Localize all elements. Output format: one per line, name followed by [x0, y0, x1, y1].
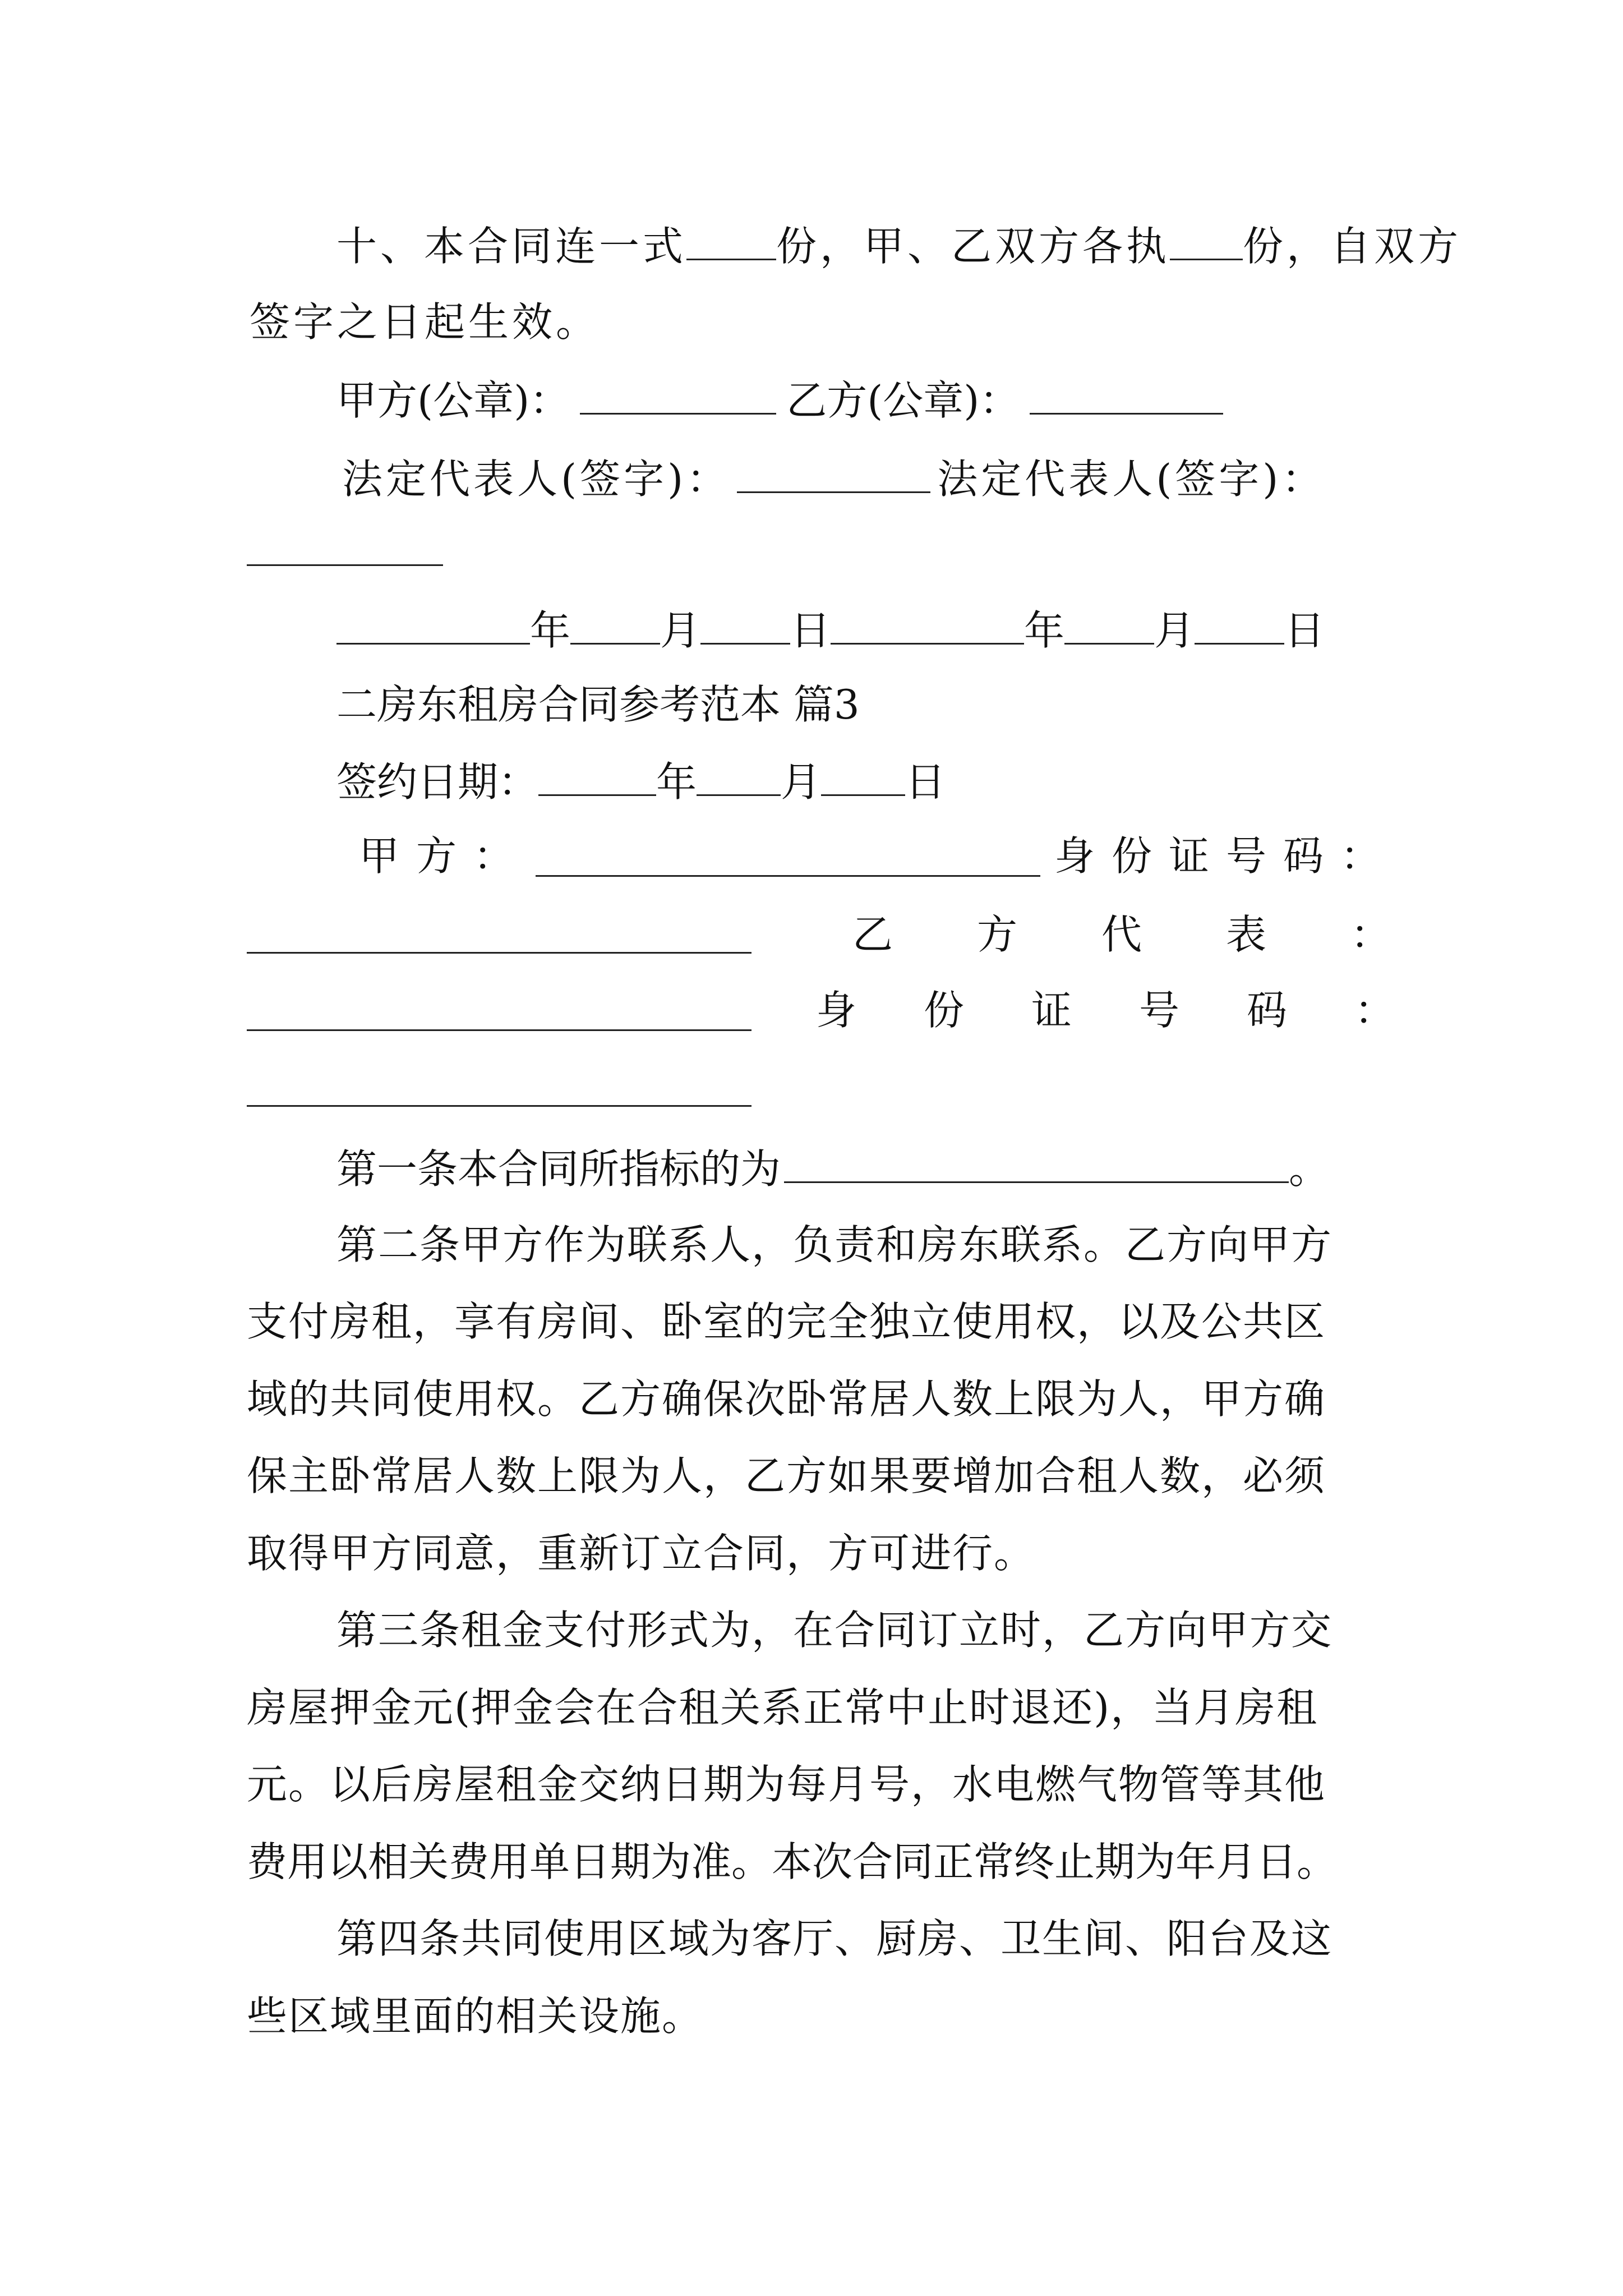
article-1-text: 第一条本合同所指标的为 — [336, 1145, 781, 1193]
article-1-end: 。 — [1289, 1145, 1330, 1193]
sign-day-label: 日 — [905, 758, 946, 806]
article-1-blank[interactable] — [784, 1147, 1289, 1183]
party-a-seal-label: 甲方(公章)： — [336, 377, 570, 425]
month-a-blank[interactable] — [570, 609, 660, 645]
sec10-text-b: 份，甲、乙双方各执 — [776, 223, 1170, 270]
day-a-blank[interactable] — [700, 609, 790, 645]
day-b-label: 日 — [1284, 607, 1325, 655]
sign-day-blank[interactable] — [821, 760, 905, 796]
sign-date-line — [336, 758, 946, 806]
copies-each-blank[interactable] — [1170, 224, 1243, 260]
sec10-text-c: 份，自双方 — [1243, 223, 1462, 270]
article-3-line: 费用以相关费用单日期为准。本次合同正常终止期为年月日。 — [247, 1838, 1338, 1885]
id-label-a: 身份证号码： — [1054, 832, 1398, 880]
article-1 — [336, 1145, 1330, 1193]
year-a-blank[interactable] — [336, 609, 530, 645]
party-b-seal-label: 乙方(公章)： — [786, 377, 1020, 425]
sec10-text-a: 十、本合同连一式 — [336, 223, 687, 270]
legal-rep-b-blank[interactable] — [247, 564, 443, 566]
legal-rep-line — [342, 455, 1326, 503]
article-2-line: 第二条甲方作为联系人，负责和房东联系。乙方向甲方 — [336, 1221, 1333, 1268]
id-b-blank[interactable] — [247, 1105, 751, 1107]
legal-rep-b-label: 法定代表人(签字)： — [937, 455, 1326, 503]
id-a-blank[interactable] — [247, 952, 751, 954]
article-3-line: 第三条租金支付形式为，在合同订立时，乙方向甲方交 — [336, 1607, 1333, 1654]
year-b-label: 年 — [1024, 607, 1065, 655]
article-3-line: 元。以后房屋租金交纳日期为每月号，水电燃气物管等其他 — [247, 1761, 1326, 1808]
legal-rep-a-label: 法定代表人(签字)： — [342, 455, 731, 503]
sign-year-blank[interactable] — [538, 760, 656, 796]
sign-year-label: 年 — [656, 758, 697, 806]
legal-rep-a-blank[interactable] — [737, 457, 930, 493]
article-2-line: 支付房租，享有房间、卧室的完全独立使用权，以及公共区 — [247, 1298, 1326, 1345]
seal-line — [336, 377, 1223, 425]
article-2-line: 保主卧常居人数上限为人，乙方如果要增加合租人数，必须 — [247, 1452, 1326, 1499]
article-2-line: 域的共同使用权。乙方确保次卧常居人数上限为人，甲方确 — [247, 1375, 1326, 1423]
sign-date-label: 签约日期： — [336, 758, 539, 806]
section-10-line-2: 签字之日起生效。 — [250, 298, 600, 346]
article-2-line: 取得甲方同意，重新订立合同，方可进行。 — [247, 1530, 1036, 1577]
party-a-label: 甲方： — [359, 832, 531, 880]
day-a-label: 日 — [790, 607, 831, 655]
id-label-b: 身份证号码： — [816, 987, 1463, 1034]
month-a-label: 月 — [660, 607, 701, 655]
sign-month-label: 月 — [781, 758, 822, 806]
party-b-seal-blank[interactable] — [1030, 379, 1223, 415]
year-b-blank[interactable] — [831, 609, 1024, 645]
party-b-rep-blank[interactable] — [247, 1029, 751, 1031]
year-a-label: 年 — [530, 607, 571, 655]
date-row — [336, 607, 1325, 655]
article-3-line: 房屋押金元(押金会在合租关系正常中止时退还)，当月房租 — [247, 1684, 1318, 1731]
article-4-line: 些区域里面的相关设施。 — [247, 1993, 704, 2040]
section-10-line-1 — [336, 223, 1462, 270]
copies-blank[interactable] — [686, 224, 776, 260]
party-a-seal-blank[interactable] — [580, 379, 776, 415]
party-b-rep-label: 乙方代表： — [852, 911, 1476, 958]
article-4-line: 第四条共同使用区域为客厅、厨房、卫生间、阳台及这 — [336, 1915, 1333, 1962]
day-b-blank[interactable] — [1195, 609, 1284, 645]
section-title: 二房东租房合同参考范本 篇3 — [336, 681, 860, 728]
month-b-label: 月 — [1154, 607, 1195, 655]
month-b-blank[interactable] — [1064, 609, 1154, 645]
party-a-blank[interactable] — [536, 875, 1040, 877]
sign-month-blank[interactable] — [697, 760, 781, 796]
